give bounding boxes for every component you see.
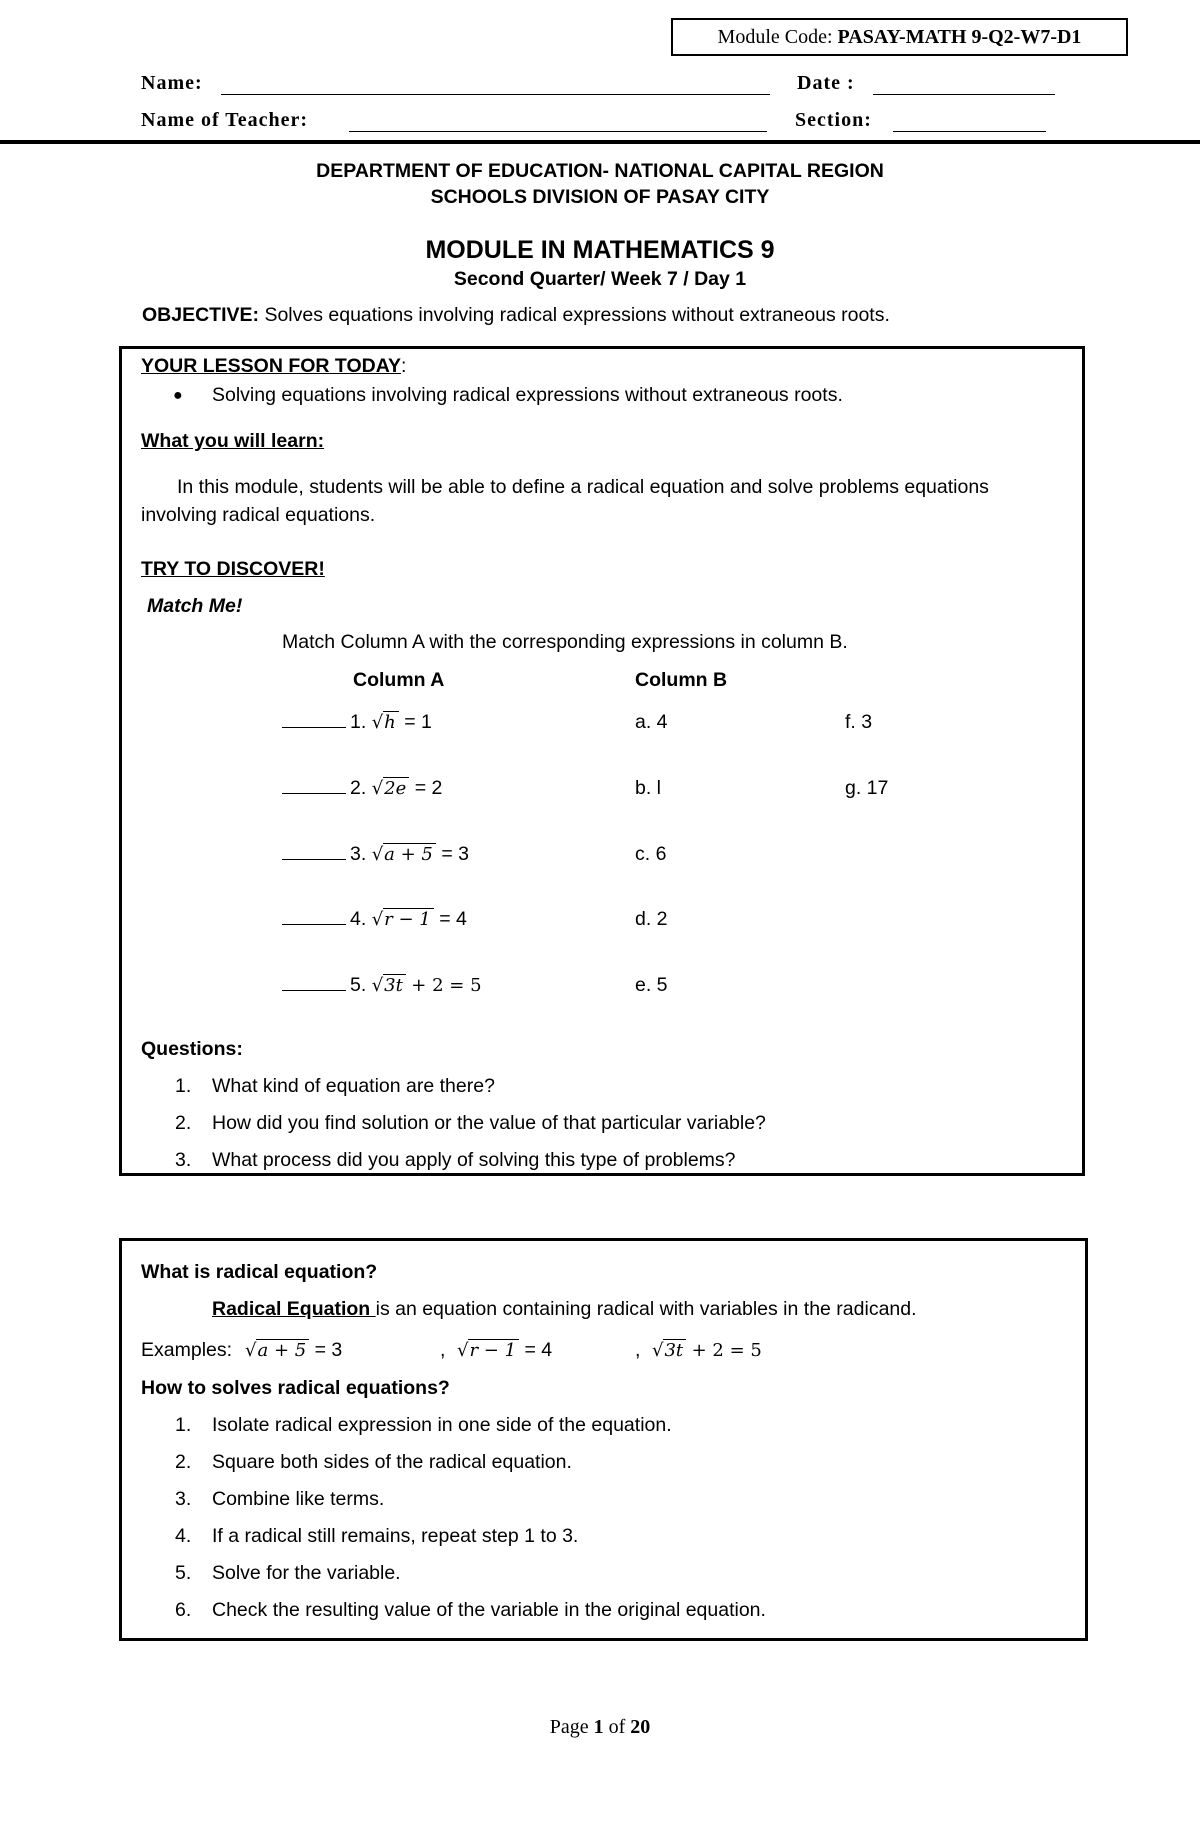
radical-expression: √r − 1 — [457, 1340, 519, 1361]
equation-rhs: + 2 = 5 — [691, 1340, 762, 1361]
answer-blank[interactable] — [282, 727, 346, 728]
radicand: r − 1 — [468, 1339, 519, 1361]
quarter-subtitle: Second Quarter/ Week 7 / Day 1 — [453, 268, 747, 290]
example-separator: , — [635, 1339, 641, 1361]
lesson-box — [119, 346, 1085, 1176]
objective-label: OBJECTIVE: — [142, 304, 260, 326]
answer-blank[interactable] — [282, 793, 346, 794]
definition-text: is an equation containing radical with variables in the radicand. — [375, 1298, 917, 1320]
equation-rhs: = 1 — [404, 711, 432, 733]
example-separator: , — [440, 1339, 446, 1361]
match-instruction: Match Column A with the corresponding expressions in column B. — [282, 631, 848, 653]
equation-rhs: + 2 = 5 — [411, 975, 482, 996]
example-equation — [457, 1339, 552, 1362]
match-title: Match Me! — [147, 595, 243, 617]
discover-heading: TRY TO DISCOVER! — [141, 558, 325, 580]
example-equation — [245, 1339, 342, 1362]
question-number: 2. — [175, 1112, 192, 1134]
question-text: How did you find solution or the value of that particular variable? — [212, 1112, 766, 1134]
date-field[interactable] — [873, 94, 1055, 95]
radical-heading: What is radical equation? — [141, 1261, 378, 1283]
radicand: 3t — [663, 1339, 686, 1361]
module-title: MODULE IN MATHEMATICS 9 — [425, 236, 775, 264]
bullet-icon: ● — [173, 387, 183, 404]
objective-line — [142, 304, 890, 327]
equation-rhs: = 2 — [414, 777, 443, 799]
item-number: 2. — [350, 777, 367, 799]
examples-label: Examples: — [141, 1339, 233, 1361]
step-number: 1. — [175, 1414, 192, 1436]
learn-paragraph-line2: involving radical equations. — [141, 504, 376, 526]
column-b-heading: Column B — [635, 669, 728, 691]
question-number: 1. — [175, 1075, 192, 1097]
step-number: 4. — [175, 1525, 192, 1547]
item-number: 5. — [350, 974, 367, 996]
lesson-bullet-text: Solving equations involving radical expressions without extraneous roots. — [212, 384, 843, 406]
section-field[interactable] — [893, 131, 1046, 132]
equation-rhs: = 3 — [441, 843, 469, 865]
column-a-item — [282, 711, 432, 734]
step-text: Check the resulting value of the variable in the original equation. — [212, 1599, 766, 1621]
radicand: a + 5 — [256, 1339, 309, 1361]
page-of: of — [608, 1716, 626, 1738]
radical-expression: √h — [372, 712, 399, 733]
radicand: a + 5 — [383, 843, 436, 865]
step-text: If a radical still remains, repeat step 1 to 3. — [212, 1525, 579, 1547]
step-text: Solve for the variable. — [212, 1562, 401, 1584]
objective-text: Solves equations involving radical expressions without extraneous roots. — [259, 304, 890, 326]
questions-heading: Questions: — [141, 1038, 243, 1060]
radical-expression: √a + 5 — [245, 1340, 309, 1361]
answer-blank[interactable] — [282, 924, 346, 925]
column-b-item: f. 3 — [845, 711, 873, 733]
step-text: Isolate radical expression in one side of the equation. — [212, 1414, 672, 1436]
column-a-item — [282, 777, 442, 800]
answer-blank[interactable] — [282, 859, 346, 860]
radical-expression: √3t — [372, 975, 406, 996]
column-a-item — [282, 843, 469, 866]
column-a-item — [282, 974, 482, 997]
radical-expression: √2e — [372, 778, 410, 799]
answer-blank[interactable] — [282, 990, 346, 991]
column-b-item: d. 2 — [635, 908, 668, 930]
module-code-value: PASAY-MATH 9-Q2-W7-D1 — [837, 26, 1082, 48]
definition-line — [212, 1298, 917, 1321]
page-word: Page — [549, 1716, 589, 1738]
radical-expression: √a + 5 — [372, 844, 436, 865]
step-text: Square both sides of the radical equation. — [212, 1451, 572, 1473]
lesson-heading-colon: : — [401, 355, 407, 377]
radicand: 3t — [383, 974, 406, 996]
step-number: 3. — [175, 1488, 192, 1510]
step-number: 2. — [175, 1451, 192, 1473]
radicand: h — [383, 711, 399, 733]
column-b-item: g. 17 — [845, 777, 889, 799]
department-heading: DEPARTMENT OF EDUCATION- NATIONAL CAPITAL REGION — [316, 160, 884, 182]
teacher-field[interactable] — [349, 131, 767, 132]
steps-heading: How to solves radical equations? — [141, 1377, 450, 1399]
item-number: 4. — [350, 908, 367, 930]
step-text: Combine like terms. — [212, 1488, 385, 1510]
module-code-label: Module Code: — [717, 26, 833, 48]
page-total: 20 — [630, 1716, 651, 1738]
column-b-item: b. l — [635, 777, 662, 799]
column-b-item: a. 4 — [635, 711, 668, 733]
step-number: 5. — [175, 1562, 192, 1584]
column-b-item: c. 6 — [635, 843, 667, 865]
page-footer — [0, 1716, 1200, 1739]
equation-rhs: = 3 — [314, 1339, 343, 1361]
question-number: 3. — [175, 1149, 192, 1171]
equation-rhs: = 4 — [524, 1339, 553, 1361]
radical-expression: √r − 1 — [372, 909, 434, 930]
name-label: Name: — [141, 72, 203, 94]
item-number: 3. — [350, 843, 367, 865]
header-divider — [0, 140, 1200, 144]
question-text: What kind of equation are there? — [212, 1075, 495, 1097]
example-equation — [652, 1339, 762, 1362]
item-number: 1. — [350, 711, 367, 733]
column-a-heading: Column A — [353, 669, 445, 691]
name-field[interactable] — [221, 94, 770, 95]
lesson-heading-line — [141, 355, 406, 378]
question-text: What process did you apply of solving this type of problems? — [212, 1149, 736, 1171]
teacher-label: Name of Teacher: — [141, 109, 309, 131]
radical-expression: √3t — [652, 1340, 686, 1361]
column-a-item — [282, 908, 467, 931]
module-code-box — [671, 18, 1128, 56]
division-heading: SCHOOLS DIVISION OF PASAY CITY — [430, 186, 770, 208]
column-b-item: e. 5 — [635, 974, 668, 996]
equation-rhs: = 4 — [439, 908, 467, 930]
step-number: 6. — [175, 1599, 192, 1621]
date-label: Date : — [797, 72, 855, 94]
section-label: Section: — [795, 109, 872, 131]
learn-paragraph-line1: In this module, students will be able to define a radical equation and solve problems equations — [177, 476, 989, 498]
radicand: r − 1 — [383, 908, 434, 930]
page-current: 1 — [593, 1716, 604, 1738]
learn-heading: What you will learn: — [141, 430, 325, 452]
radicand: 2e — [383, 777, 409, 799]
definition-term: Radical Equation — [212, 1298, 376, 1320]
lesson-heading: YOUR LESSON FOR TODAY — [141, 355, 402, 377]
